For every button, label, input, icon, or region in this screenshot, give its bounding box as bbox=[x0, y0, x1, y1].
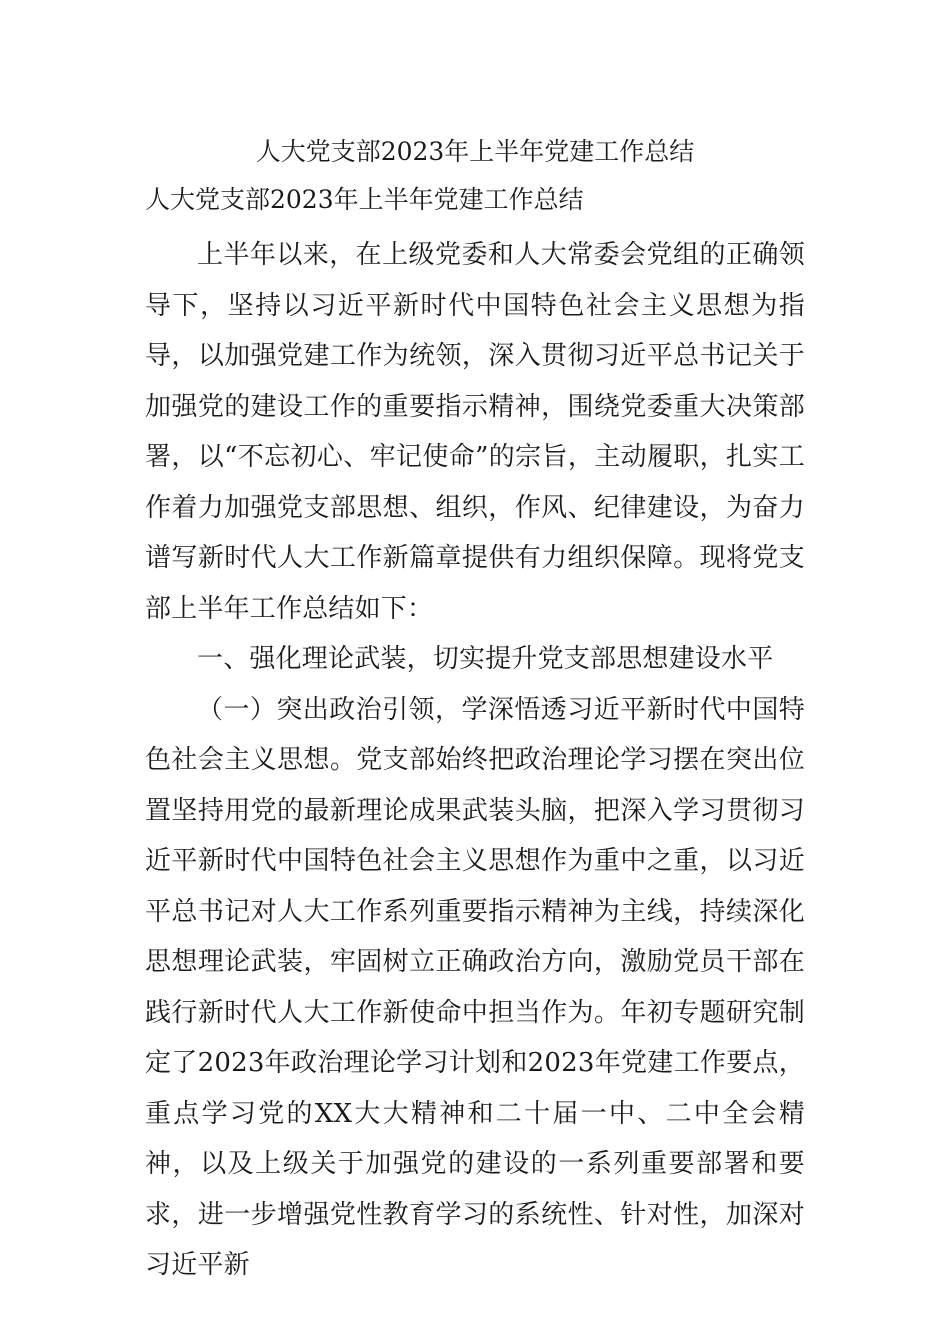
document-title: 人大党支部2023年上半年党建工作总结 bbox=[255, 137, 695, 166]
section-heading: 一、强化理论武装，切实提升党支部思想建设水平 bbox=[197, 644, 774, 674]
body-paragraph: （一）突出政治引领，学深悟透习近平新时代中国特色社会主义思想。党支部始终把政治理论学习摆在突出位置坚持用党的最新理论成果武装头脑，把深入学习贯彻习近平新时代中国特色社会主义思想作为重中之重，以习近平总书记对人大工作系列重要指示精神为主线，持续深化思想理论武装，牢固树立正确政治方向，激励党员干部在践行新时代人大工作新使命中担当作为。年初专题研究制定了2023年政治理论学习计划和2023年党建工作要点，重点学习党的XX大大精神和二十届一中、二中全会精神，以及上级关于加强党的建设的一系列重要部署和要求，进一步增强党性教育学习的系统性、针对性，加深对习近平新 bbox=[145, 694, 805, 1280]
intro-paragraph: 上半年以来，在上级党委和人大常委会党组的正确领导下，坚持以习近平新时代中国特色社会主义思想为指导，以加强党建工作为统领，深入贯彻习近平总书记关于加强党的建设工作的重要指示精神，围绕党委重大决策部署，以“不忘初心、牢记使命”的宗旨，主动履职，扎实工作着力加强党支部思想、组织，作风、纪律建设，为奋力谱写新时代人大工作新篇章提供有力组织保障。现将党支部上半年工作总结如下： bbox=[145, 240, 805, 624]
document-subtitle: 人大党支部2023年上半年党建工作总结 bbox=[145, 185, 584, 214]
document-body bbox=[145, 230, 805, 1291]
